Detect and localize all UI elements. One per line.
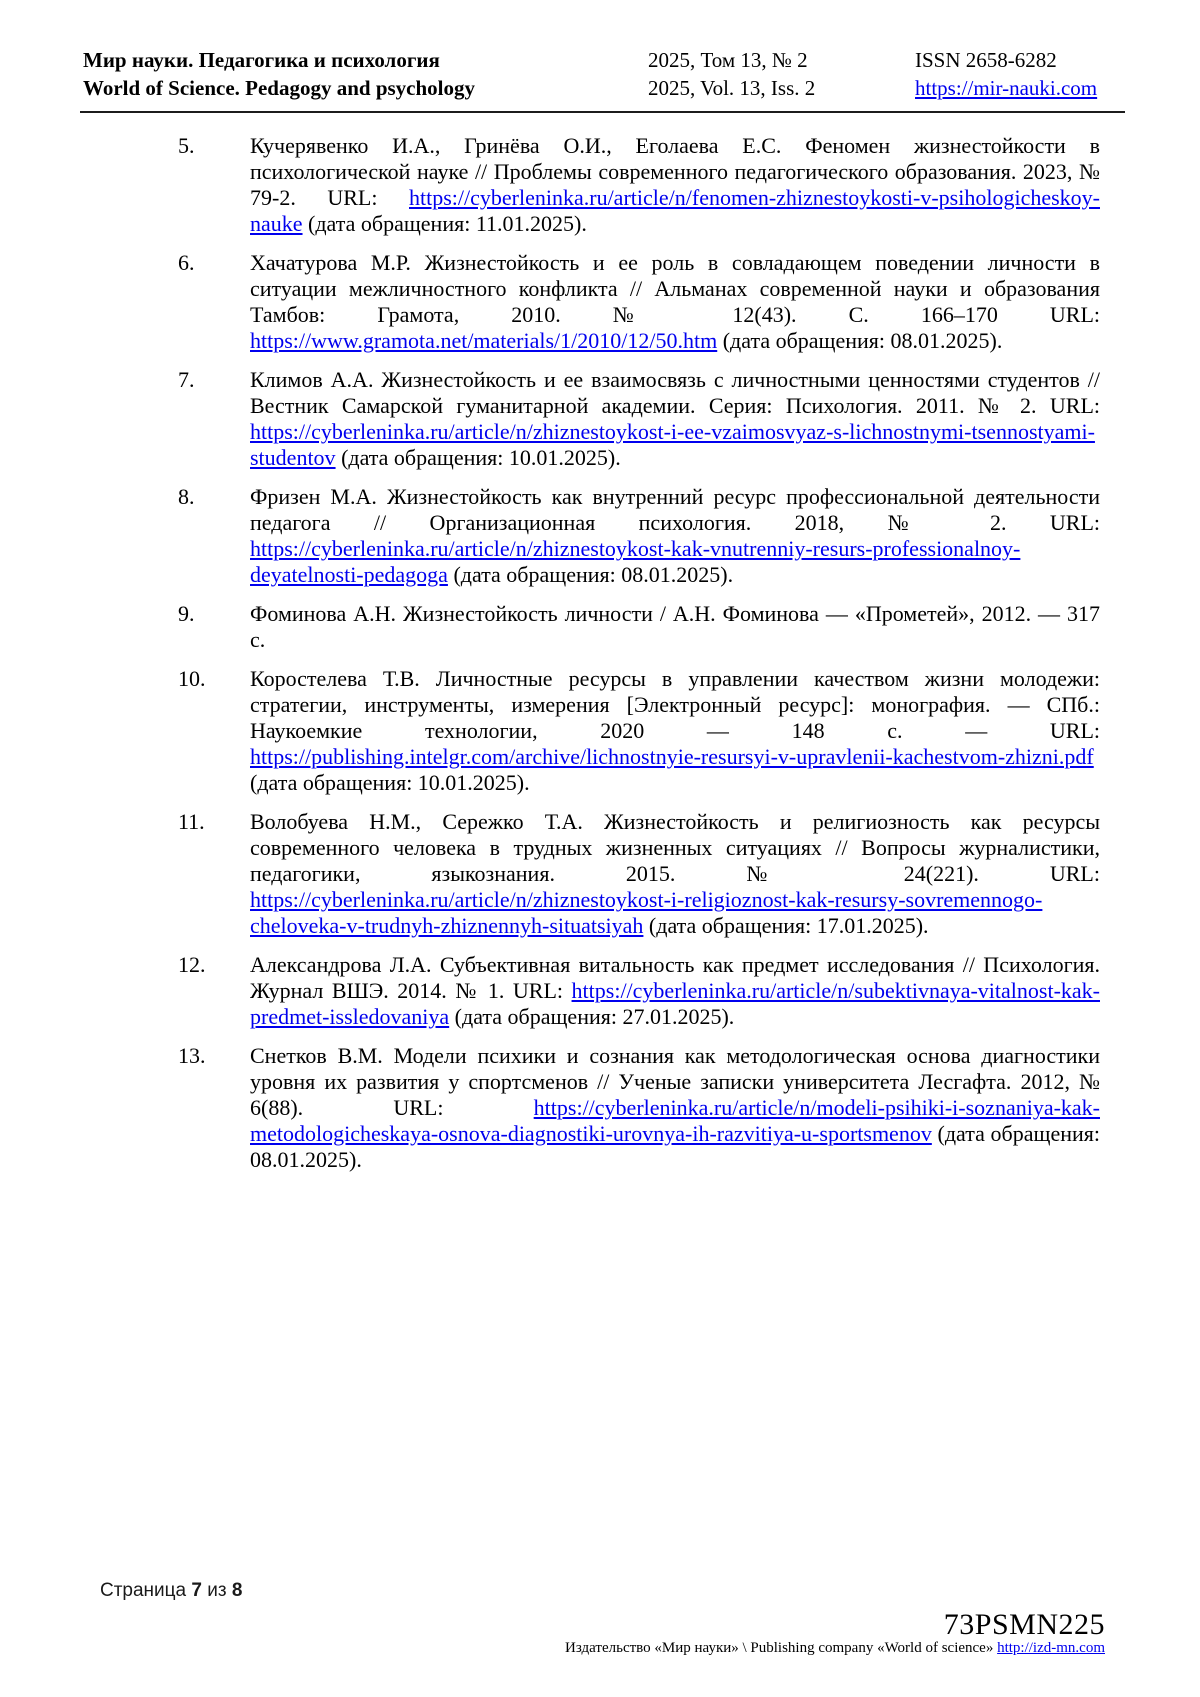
reference-url-link[interactable]: https://cyberleninka.ru/article/n/zhiznestoykost-i-ee-vzaimosvyaz-s-lichnostnymi-tsennostyami-studentov bbox=[250, 419, 1095, 470]
reference-item bbox=[178, 250, 1100, 354]
reference-item bbox=[178, 133, 1100, 237]
reference-url-link[interactable]: https://cyberleninka.ru/article/n/zhiznestoykost-kak-vnutrenniy-resurs-professionalnoy-deyatelnosti-pedagoga bbox=[250, 536, 1021, 587]
reference-text-segment: Фризен М.А. Жизнестойкость как внутренний ресурс профессиональной деятельности педагога // Организационная психология. 2018, № 2. URL: bbox=[250, 484, 1100, 535]
reference-number: 11. bbox=[178, 809, 205, 834]
reference-number: 9. bbox=[178, 601, 195, 626]
header-divider bbox=[80, 111, 1125, 113]
reference-item bbox=[178, 601, 1100, 653]
reference-text-segment: (дата обращения: 08.01.2025). bbox=[717, 328, 1003, 353]
journal-title-en: World of Science. Pedagogy and psychology bbox=[83, 76, 476, 100]
reference-url-link[interactable]: https://cyberleninka.ru/article/n/zhiznestoykost-i-religioznost-kak-resursy-sovremennogo-cheloveka-v-trudnyh-zhiznennyh-situatsiyah bbox=[250, 887, 1043, 938]
reference-number: 6. bbox=[178, 250, 195, 275]
publisher-line bbox=[565, 1640, 1105, 1657]
reference-text bbox=[250, 484, 1100, 588]
issn-block bbox=[915, 46, 1097, 102]
issue-info-ru: 2025, Том 13, № 2 bbox=[648, 48, 808, 72]
reference-number: 7. bbox=[178, 367, 195, 392]
publisher-text: Издательство «Мир науки» \ Publishing company «World of science» bbox=[565, 1640, 994, 1656]
reference-number: 12. bbox=[178, 952, 206, 977]
reference-text-segment: (дата обращения: 11.01.2025). bbox=[302, 211, 587, 236]
reference-text-segment: Александрова Л.А. Субъективная витальность как предмет исследования // Психология. Журнал ВШЭ. 2014. № 1. URL: bbox=[250, 952, 1100, 1003]
reference-text bbox=[250, 952, 1100, 1030]
reference-text bbox=[250, 1043, 1100, 1173]
reference-text-segment: (дата обращения: 10.01.2025). bbox=[250, 770, 530, 795]
reference-text-segment: Коростелева Т.В. Личностные ресурсы в управлении качеством жизни молодежи: стратегии, инструменты, измерения [Электронный ресурс]: монография. — СПб.: Наукоемкие технологии, 2020 — 148 с. — URL: bbox=[250, 666, 1100, 743]
reference-text bbox=[250, 133, 1100, 237]
reference-text bbox=[250, 367, 1100, 471]
reference-text-segment: (дата обращения: 27.01.2025). bbox=[449, 1004, 735, 1029]
reference-item bbox=[178, 367, 1100, 471]
reference-text-segment: Хачатурова М.Р. Жизнестойкость и ее роль в совладающем поведении личности в ситуации межличностного конфликта // Альманах современной науки и образования Тамбов: Грамота, 2010. № 12(43). С. 166–170 URL: bbox=[250, 250, 1100, 327]
reference-text-segment: (дата обращения: 08.01.2025). bbox=[250, 1121, 1100, 1172]
reference-text bbox=[250, 250, 1100, 354]
reference-url-link[interactable]: https://cyberleninka.ru/article/n/modeli-psihiki-i-soznaniya-kak-metodologicheskaya-osnova-diagnostiki-urovnya-ih-razvitiya-u-sportsmenov bbox=[250, 1095, 1100, 1146]
reference-item bbox=[178, 809, 1100, 939]
reference-text-segment: (дата обращения: 08.01.2025). bbox=[447, 562, 734, 587]
reference-text-segment: Снетков В.М. Модели психики и сознания как методологическая основа диагностики уровня их развития у спортсменов // Ученые записки университета Лесгафта. 2012, № 6(88). URL: bbox=[250, 1043, 1100, 1120]
reference-text-segment: Кучерявенко И.А., Гринёва О.И., Еголаева Е.С. Феномен жизнестойкости в психологической науке // Проблемы современного педагогического образования. 2023, № 79-2. URL: bbox=[250, 133, 1100, 210]
page-number bbox=[100, 1580, 242, 1602]
page-number-of: из bbox=[207, 1580, 227, 1601]
publisher-site-link[interactable]: http://izd-mn.com bbox=[997, 1640, 1105, 1656]
reference-text-segment: Волобуева Н.М., Сережко Т.А. Жизнестойкость и религиозность как ресурсы современного человека в трудных жизненных ситуациях // Вопросы журналистики, педагогики, языкознания. 2015. № 24(221). URL: bbox=[250, 809, 1100, 886]
reference-text-segment: Климов А.А. Жизнестойкость и ее взаимосвязь с личностными ценностями студентов // Вестник Самарской гуманитарной академии. Серия: Психология. 2011. № 2. URL: bbox=[250, 367, 1100, 418]
reference-number: 8. bbox=[178, 484, 195, 509]
issue-info-block bbox=[648, 46, 815, 102]
reference-text bbox=[250, 601, 1100, 653]
reference-item bbox=[178, 952, 1100, 1030]
reference-number: 13. bbox=[178, 1043, 206, 1068]
document-id: 73PSMN225 bbox=[943, 1608, 1105, 1641]
issue-info-en: 2025, Vol. 13, Iss. 2 bbox=[648, 76, 816, 100]
reference-number: 10. bbox=[178, 666, 206, 691]
reference-item bbox=[178, 666, 1100, 796]
reference-url-link[interactable]: https://www.gramota.net/materials/1/2010/12/50.htm bbox=[250, 328, 718, 353]
reference-item bbox=[178, 484, 1100, 588]
reference-text-segment: (дата обращения: 10.01.2025). bbox=[335, 445, 621, 470]
journal-site-link[interactable]: https://mir-nauki.com bbox=[915, 76, 1098, 100]
journal-title-block bbox=[83, 46, 475, 102]
references-list bbox=[178, 133, 1100, 1186]
reference-number: 5. bbox=[178, 133, 195, 158]
reference-url-link[interactable]: https://cyberleninka.ru/article/n/subektivnaya-vitalnost-kak-predmet-issledovaniya bbox=[250, 978, 1100, 1029]
reference-text-segment: (дата обращения: 17.01.2025). bbox=[643, 913, 929, 938]
journal-title-ru: Мир науки. Педагогика и психология bbox=[83, 48, 440, 72]
reference-item bbox=[178, 1043, 1100, 1173]
page-number-total: 8 bbox=[231, 1580, 243, 1601]
reference-text bbox=[250, 809, 1100, 939]
page-number-label: Страница bbox=[100, 1580, 187, 1601]
reference-text-segment: Фоминова А.Н. Жизнестойкость личности / А.Н. Фоминова — «Прометей», 2012. — 317 с. bbox=[250, 601, 1100, 652]
reference-url-link[interactable]: https://cyberleninka.ru/article/n/fenomen-zhiznestoykosti-v-psihologicheskoy-nauke bbox=[250, 185, 1100, 236]
page-number-current: 7 bbox=[191, 1580, 202, 1601]
issn-label: ISSN 2658-6282 bbox=[915, 48, 1057, 72]
reference-text bbox=[250, 666, 1100, 796]
reference-url-link[interactable]: https://publishing.intelgr.com/archive/lichnostnyie-resursyi-v-upravlenii-kachestvom-zhizni.pdf bbox=[250, 744, 1094, 769]
